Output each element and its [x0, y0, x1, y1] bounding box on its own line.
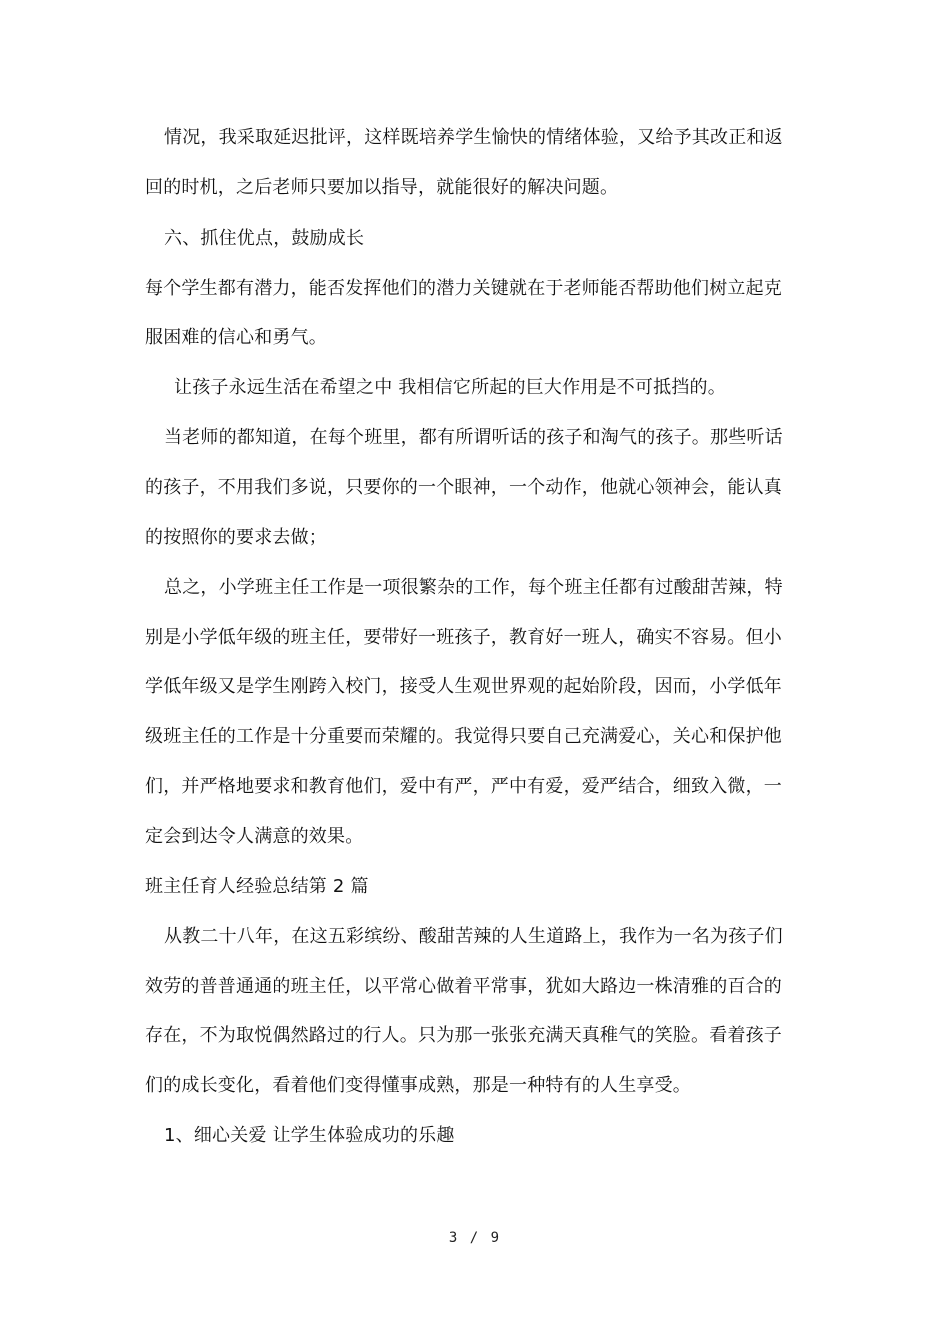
- paragraph-line: 情况，我采取延迟批评，这样既培养学生愉快的情绪体验，又给予其改正和返: [164, 127, 783, 148]
- paragraph-line: 每个学生都有潜力，能否发挥他们的潜力关键就在于老师能否帮助他们树立起克: [145, 278, 782, 299]
- paragraph-line: 存在，不为取悦偶然路过的行人。只为那一张张充满天真稚气的笑脸。看着孩子: [145, 1025, 782, 1046]
- paragraph-line: 们的成长变化，看着他们变得懂事成熟，那是一种特有的人生享受。: [145, 1075, 691, 1096]
- paragraph-line: 别是小学低年级的班主任，要带好一班孩子，教育好一班人，确实不容易。但小: [145, 627, 782, 648]
- page-number: 3 / 9: [448, 1230, 502, 1246]
- paragraph-line: 的孩子，不用我们多说，只要你的一个眼神，一个动作，他就心领神会，能认真: [145, 477, 782, 498]
- paragraph-line: 们，并严格地要求和教育他们，爱中有严，严中有爱，爱严结合，细致入微，一: [145, 776, 782, 797]
- paragraph-line: 回的时机，之后老师只要加以指导，就能很好的解决问题。: [145, 177, 619, 198]
- section-heading: 六、抓住优点，鼓励成长: [164, 228, 365, 249]
- paragraph-line: 让孩子永远生活在希望之中 我相信它所起的巨大作用是不可抵挡的。: [174, 377, 726, 398]
- article-heading: 班主任育人经验总结第 2 篇: [145, 876, 369, 897]
- paragraph-line: 学低年级又是学生刚跨入校门，接受人生观世界观的起始阶段，因而，小学低年: [145, 676, 782, 697]
- section-heading: 1、细心关爱 让学生体验成功的乐趣: [164, 1125, 455, 1146]
- paragraph-line: 效劳的普普通通的班主任，以平常心做着平常事，犹如大路边一株清雅的百合的: [145, 976, 782, 997]
- paragraph-line: 从教二十八年，在这五彩缤纷、酸甜苦辣的人生道路上，我作为一名为孩子们: [164, 926, 783, 947]
- paragraph-line: 当老师的都知道，在每个班里，都有所谓听话的孩子和淘气的孩子。那些听话: [164, 427, 783, 448]
- paragraph-line: 服困难的信心和勇气。: [145, 327, 327, 348]
- paragraph-line: 的按照你的要求去做；: [145, 527, 327, 548]
- paragraph-line: 总之，小学班主任工作是一项很繁杂的工作，每个班主任都有过酸甜苦辣，特: [164, 577, 783, 598]
- paragraph-line: 定会到达令人满意的效果。: [145, 826, 364, 847]
- paragraph-line: 级班主任的工作是十分重要而荣耀的。我觉得只要自己充满爱心，关心和保护他: [145, 726, 782, 747]
